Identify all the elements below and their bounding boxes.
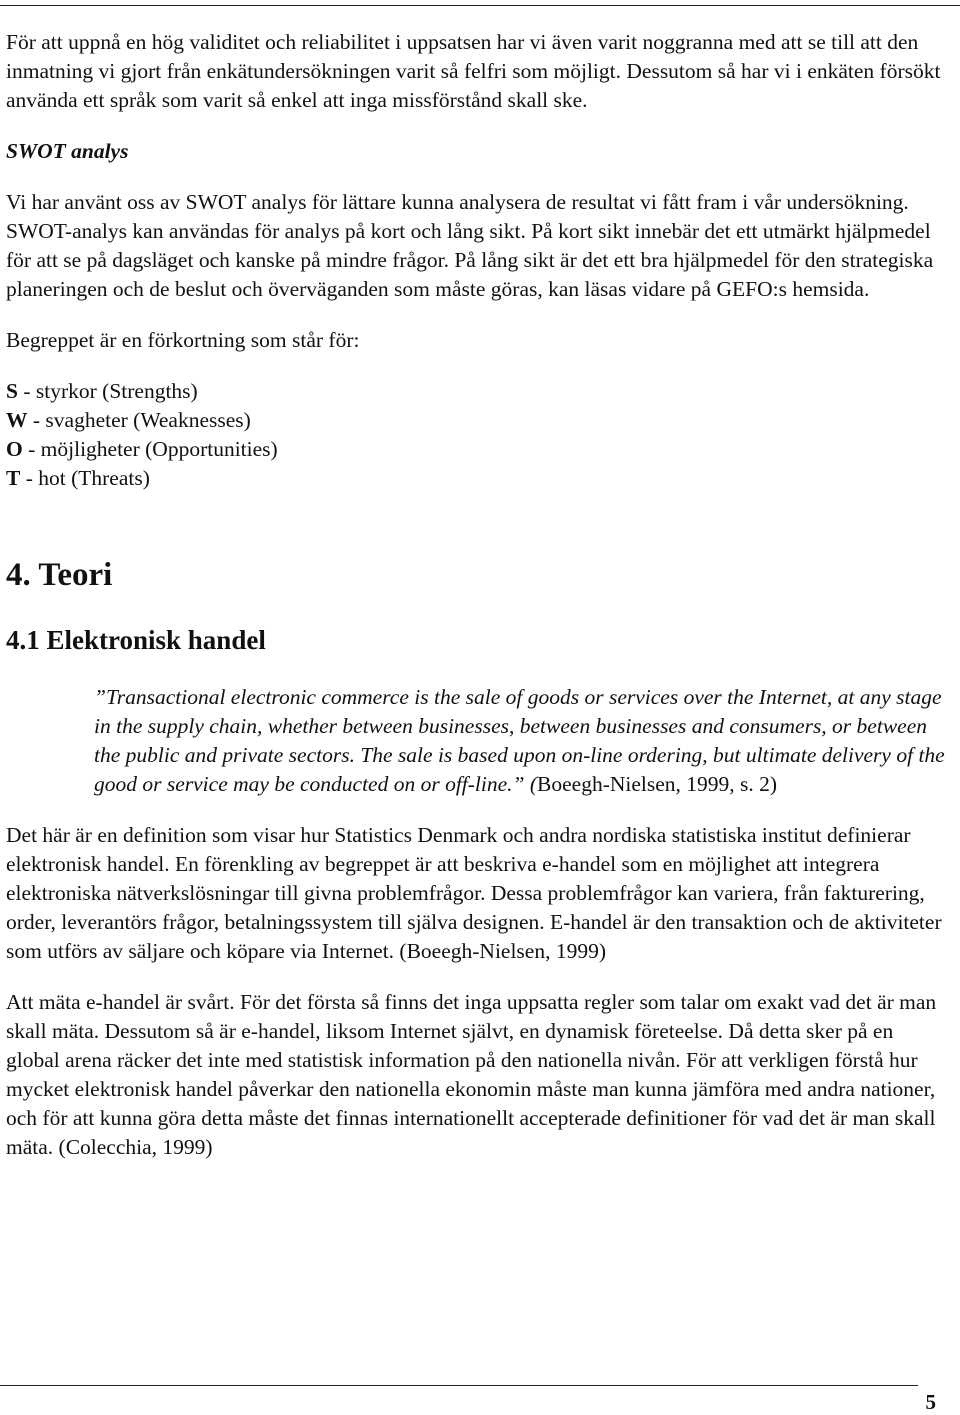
subsection-title: 4.1 Elektronisk handel — [6, 625, 266, 655]
swot-paragraph: Vi har använt oss av SWOT analys för lättare kunna analysera de resultat vi fått fram i vår undersökning. SWOT-analys kan användas för analys på kort och lång sikt. På kort sikt innebär det ett utmärkt hjälpmedel för att se på dagsläget och kanske på mindre frågor. På lång sikt är det ett bra hjälpmedel för den strategiska planeringen och de beslut och överväganden som måste göras, kan läsas vidare på GEFO:s hemsida. — [6, 190, 934, 301]
definition-paragraph: Det här är en definition som visar hur Statistics Denmark och andra nordiska statistiska institut definierar elektronisk handel. En förenkling av begreppet är att beskriva e-handel som en möjlighet att integrera elektroniska nätverkslösningar till givna problemfrågor. Dessa problemfrågor kan variera, från fakturering, order, leverantörs frågor, betalningssystem till själva designen. E-handel är den transaktion och de aktiviteter som utförs av säljare och köpare via Internet. (Boeegh-Nielsen, 1999) — [6, 823, 942, 963]
quote-text: ”Transactional electronic commerce is the sale of goods or services over the Internet, at any stage in the supply chain, whether between businesses, between businesses and consumers, or between the public and private sectors. The sale is based upon on-line ordering, but ultimate delivery of the good or service may be conducted on or off-line.” ( — [94, 685, 945, 796]
list-letter: S — [6, 379, 18, 403]
list-letter: T — [6, 466, 21, 490]
list-letter: W — [6, 408, 28, 432]
list-item — [6, 464, 946, 493]
footer-rule — [0, 1385, 918, 1386]
swot-list — [6, 377, 946, 493]
document-page — [6, 28, 946, 1162]
measurement-paragraph: Att mäta e-handel är svårt. För det första så finns det inga uppsatta regler som talar om exakt vad det är man skall mäta. Dessutom så är e-handel, liksom Internet självt, en dynamisk företeelse. Då detta sker på en global arena räcker det inte med statistisk information på den nationella nivån. För att verkligen förstå hur mycket elektronisk handel påverkar den nationella ekonomin måste man kunna jämföra med andra nationer, och för att kunna göra detta måste det finnas internationellt accepterade definitioner för vad det är man skall mäta. (Colecchia, 1999) — [6, 990, 937, 1159]
top-rule — [0, 5, 960, 6]
section-title: 4. Teori — [6, 557, 113, 593]
list-item — [6, 435, 946, 464]
swot-list-intro: Begreppet är en förkortning som står för: — [6, 328, 360, 352]
list-text: - svagheter (Weaknesses) — [27, 408, 251, 432]
list-item — [6, 406, 946, 435]
swot-heading: SWOT analys — [6, 139, 129, 163]
list-text: - möjligheter (Opportunities) — [22, 437, 278, 461]
quote-citation: Boeegh-Nielsen, 1999, s. 2) — [537, 772, 778, 796]
definition-quote — [94, 683, 946, 799]
intro-paragraph: För att uppnå en hög validitet och reliabilitet i uppsatsen har vi även varit noggranna med att se till att den inmatning vi gjort från enkätundersökningen varit så felfri som möjligt. Dessutom så har vi i enkäten försökt använda ett språk som varit så enkel att inga missförstånd skall ske. — [6, 30, 941, 112]
list-text: - styrkor (Strengths) — [17, 379, 198, 403]
list-item — [6, 377, 946, 406]
list-text: - hot (Threats) — [20, 466, 150, 490]
list-letter: O — [6, 437, 23, 461]
page-number: 5 — [925, 1390, 936, 1414]
